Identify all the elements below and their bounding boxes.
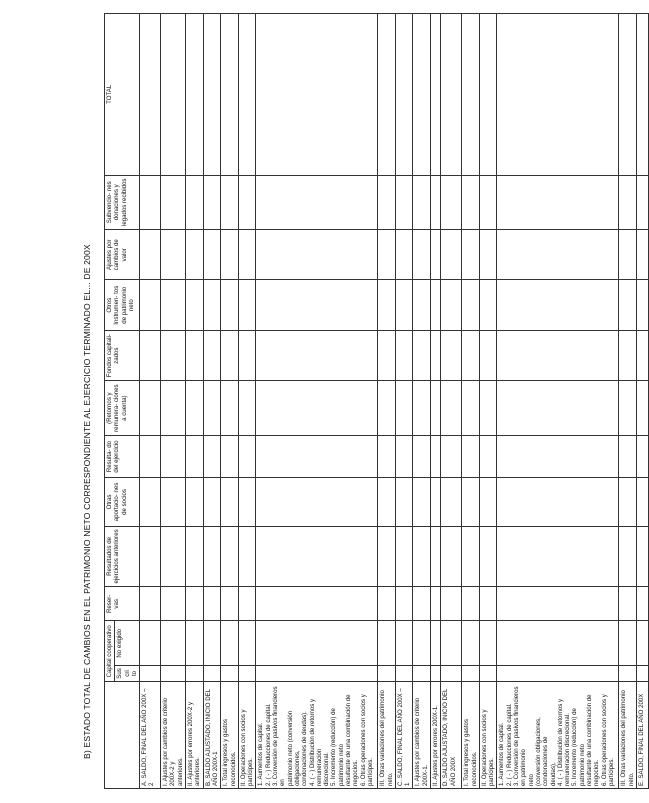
value-cell: [221, 665, 239, 681]
value-cell: [619, 280, 637, 330]
value-cell: [238, 526, 256, 587]
value-cell: [479, 478, 497, 526]
value-cell: [636, 14, 648, 176]
value-cell: [430, 526, 440, 587]
value-cell: [186, 330, 204, 380]
value-cell: [462, 14, 480, 176]
value-cell: [140, 280, 161, 330]
value-cell: [619, 175, 637, 229]
value-cell: [203, 478, 221, 526]
row-label-line: I. Total ingresos y gastos reconocidos.: [222, 719, 237, 786]
value-cell: [186, 435, 204, 477]
header-otros-instrumentos: Otros Instrumen- tos de patrimonio neto: [105, 280, 140, 330]
value-cell: [140, 330, 161, 380]
row-label: [636, 682, 648, 789]
value-cell: [619, 230, 637, 280]
table-row: [497, 14, 619, 789]
value-cell: [413, 587, 431, 621]
value-cell: [140, 478, 161, 526]
value-cell: [413, 621, 431, 665]
value-cell: [441, 175, 462, 229]
value-cell: [413, 330, 431, 380]
value-cell: [238, 435, 256, 477]
value-cell: [395, 435, 413, 477]
value-cell: [441, 14, 462, 176]
row-label-line: II. Ajustes por errores 200X-1.: [431, 705, 439, 786]
header-retornos: (Retornos y remunera- ciones a cuenta): [105, 381, 140, 435]
value-cell: [430, 14, 440, 176]
value-cell: [430, 435, 440, 477]
value-cell: [636, 330, 648, 380]
header-ajustes-valor: Ajustes por cambios de valor: [105, 230, 140, 280]
value-cell: [619, 435, 637, 477]
row-label-line: C. SALDO, FINAL DEL AÑO 200X – 1: [396, 688, 412, 786]
value-cell: [395, 621, 413, 665]
value-cell: [395, 381, 413, 435]
value-cell: [221, 621, 239, 665]
value-cell: [430, 587, 440, 621]
value-cell: [479, 230, 497, 280]
value-cell: [238, 621, 256, 665]
value-cell: [378, 435, 396, 477]
value-cell: [441, 230, 462, 280]
row-label-line: 4. ( - ) Distribución de retornos y remuneración: [308, 698, 323, 786]
value-cell: [238, 14, 256, 176]
value-cell: [441, 381, 462, 435]
header-subvenciones: Subvencio- nes donaciones y legados recibidos: [105, 175, 140, 229]
header-resultado-ejercicio: Resulta- do del ejercicio: [105, 435, 140, 477]
row-label-line: III. Otras variaciones del patrimonio neto.: [379, 690, 394, 786]
value-cell: [497, 587, 619, 621]
value-cell: [462, 230, 480, 280]
value-cell: [140, 230, 161, 280]
equity-changes-table: [104, 13, 649, 789]
table-row: [140, 14, 161, 789]
value-cell: [161, 665, 186, 681]
value-cell: [413, 665, 431, 681]
row-label: [479, 682, 497, 789]
table-row: [441, 14, 462, 789]
row-label: [221, 682, 239, 789]
table-row: [395, 14, 413, 789]
row-label-line: (conversión obligaciones, condonaciones de: [534, 717, 550, 786]
value-cell: [462, 330, 480, 380]
page-title: B) ESTADO TOTAL DE CAMBIOS EN EL PATRIMONIO NETO CORRESPONDIENTE AL EJERCICIO TERMINADO EL... DE 200X: [82, 244, 92, 759]
header-resultados-anteriores: Resultados de ejercicios anteriores: [105, 526, 140, 587]
value-cell: [479, 587, 497, 621]
value-cell: [497, 330, 619, 380]
value-cell: [256, 435, 378, 477]
value-cell: [497, 526, 619, 587]
value-cell: [395, 478, 413, 526]
header-capital-cooperativo: Capital cooperativo: [105, 621, 115, 682]
value-cell: [441, 665, 462, 681]
value-cell: [497, 230, 619, 280]
value-cell: [497, 14, 619, 176]
value-cell: [636, 381, 648, 435]
header-fondos-capitalizados: Fondos capitali- zados: [105, 330, 140, 380]
value-cell: [203, 435, 221, 477]
value-cell: [430, 175, 440, 229]
value-cell: [203, 280, 221, 330]
value-cell: [619, 621, 637, 665]
value-cell: [186, 230, 204, 280]
value-cell: [430, 665, 440, 681]
value-cell: [619, 526, 637, 587]
value-cell: [256, 587, 378, 621]
row-label-line: patrimonio neto (conversión obligaciones,: [286, 710, 301, 786]
value-cell: [161, 526, 186, 587]
value-cell: [462, 665, 480, 681]
header-total: TOTAL: [105, 14, 140, 176]
value-cell: [395, 330, 413, 380]
value-cell: [462, 478, 480, 526]
row-label-line: 1. Aumentos de capital.: [257, 722, 265, 786]
row-label-line: D. SALDO AJUSTADO, INICIO DEL AÑO 200X: [442, 688, 457, 786]
value-cell: [441, 478, 462, 526]
value-cell: [221, 175, 239, 229]
header-reservas: Reser- vas: [105, 587, 140, 621]
value-cell: [413, 478, 431, 526]
value-cell: [140, 526, 161, 587]
value-cell: [479, 435, 497, 477]
value-cell: [140, 14, 161, 176]
value-cell: [161, 435, 186, 477]
value-cell: [430, 478, 440, 526]
value-cell: [479, 330, 497, 380]
value-cell: [221, 435, 239, 477]
value-cell: [497, 478, 619, 526]
row-label-line: I. Ajustes por cambios de criterio 200X-2 y: [162, 697, 177, 786]
value-cell: [413, 280, 431, 330]
value-cell: [378, 526, 396, 587]
row-label-line: anteriores.: [176, 757, 184, 786]
value-cell: [186, 621, 204, 665]
value-cell: [140, 435, 161, 477]
value-cell: [161, 280, 186, 330]
value-cell: [479, 280, 497, 330]
value-cell: [161, 478, 186, 526]
row-label-line: II. Ajustes por errores 200X-2 y anteriores.: [187, 702, 202, 786]
value-cell: [430, 230, 440, 280]
value-cell: [221, 230, 239, 280]
value-cell: [479, 526, 497, 587]
value-cell: [413, 230, 431, 280]
row-label: [256, 682, 378, 789]
value-cell: [413, 175, 431, 229]
table-row: [413, 14, 431, 789]
row-label: [238, 682, 256, 789]
value-cell: [619, 381, 637, 435]
value-cell: [221, 526, 239, 587]
value-cell: [186, 478, 204, 526]
value-cell: [140, 381, 161, 435]
value-cell: [203, 230, 221, 280]
value-cell: [378, 621, 396, 665]
table-row: [238, 14, 256, 789]
value-cell: [256, 230, 378, 280]
value-cell: [619, 665, 637, 681]
row-label-line: 4. ( - ) Distribución de retornos y: [556, 698, 564, 786]
value-cell: [203, 587, 221, 621]
value-cell: [221, 381, 239, 435]
value-cell: [413, 435, 431, 477]
value-cell: [497, 175, 619, 229]
value-cell: [462, 621, 480, 665]
value-cell: [430, 621, 440, 665]
value-cell: [161, 621, 186, 665]
value-cell: [497, 621, 619, 665]
value-cell: [238, 175, 256, 229]
row-label-line: resultante de una combinación de negocios.: [586, 694, 601, 786]
value-cell: [413, 526, 431, 587]
value-cell: [413, 14, 431, 176]
value-cell: [497, 435, 619, 477]
value-cell: [256, 330, 378, 380]
table-row: [619, 14, 637, 789]
value-cell: [378, 665, 396, 681]
row-label-line: II. Operaciones con socios y partícipes.: [239, 709, 255, 786]
value-cell: [203, 330, 221, 380]
table-row: [430, 14, 440, 789]
row-label-line: remuneración discrecional.: [564, 713, 572, 786]
row-label-line: resultante de una combinación de negocios.: [345, 694, 360, 786]
value-cell: [238, 330, 256, 380]
row-label-line: A. SALDO, FINAL DEL AÑO 200X – 2: [141, 688, 156, 786]
value-cell: [238, 230, 256, 280]
value-cell: [395, 14, 413, 176]
value-cell: [256, 381, 378, 435]
value-cell: [161, 381, 186, 435]
row-label: [161, 682, 186, 789]
value-cell: [636, 587, 648, 621]
value-cell: [636, 621, 648, 665]
value-cell: [238, 587, 256, 621]
row-label-line: I. Total ingresos y gastos reconocidos.: [463, 719, 478, 786]
value-cell: [395, 280, 413, 330]
value-cell: [497, 381, 619, 435]
table-row: [221, 14, 239, 789]
row-label: [619, 682, 637, 789]
value-cell: [636, 230, 648, 280]
value-cell: [378, 14, 396, 176]
row-label-line: 2. ( - ) Reducciones de capital.: [264, 703, 272, 786]
value-cell: [221, 280, 239, 330]
row-label-line: discrecional.: [323, 752, 331, 786]
value-cell: [378, 330, 396, 380]
value-cell: [186, 665, 204, 681]
row-label: [430, 682, 440, 789]
value-cell: [203, 526, 221, 587]
value-cell: [238, 381, 256, 435]
value-cell: [441, 621, 462, 665]
value-cell: [256, 175, 378, 229]
value-cell: [462, 175, 480, 229]
value-cell: [636, 526, 648, 587]
value-cell: [256, 14, 378, 176]
value-cell: [619, 330, 637, 380]
value-cell: [161, 230, 186, 280]
value-cell: [441, 435, 462, 477]
row-label: [140, 682, 161, 789]
value-cell: [479, 175, 497, 229]
value-cell: [238, 280, 256, 330]
table-row: [378, 14, 396, 789]
value-cell: [462, 435, 480, 477]
value-cell: [140, 665, 161, 681]
value-cell: [441, 526, 462, 587]
header-capital-no-exigido: No exigido: [115, 621, 140, 665]
value-cell: [441, 330, 462, 380]
value-cell: [203, 381, 221, 435]
value-cell: [619, 587, 637, 621]
value-cell: [221, 478, 239, 526]
row-label-line: E. SALDO, FINAL DEL AÑO 200X: [637, 693, 645, 786]
value-cell: [462, 280, 480, 330]
value-cell: [619, 478, 637, 526]
table-row: [203, 14, 221, 789]
row-label-line: condonaciones de deudas).: [301, 711, 309, 786]
value-cell: [462, 381, 480, 435]
value-cell: [378, 381, 396, 435]
value-cell: [430, 330, 440, 380]
row-label: [462, 682, 480, 789]
row-label-line: II. Operaciones con socios y partícipes.: [480, 709, 496, 786]
row-label-line: 6. Otras operaciones con socios y partícipes.: [359, 694, 374, 786]
row-label-line: 5. Incremento (reducción) de patrimonio neto: [330, 708, 345, 786]
value-cell: [378, 280, 396, 330]
row-label-line: neto: [527, 774, 535, 786]
value-cell: [221, 14, 239, 176]
value-cell: [221, 587, 239, 621]
value-cell: [619, 14, 637, 176]
value-cell: [203, 175, 221, 229]
value-cell: [441, 280, 462, 330]
row-label-line: I. Ajustes por cambios de criterio 200X-1.: [414, 697, 429, 786]
value-cell: [395, 526, 413, 587]
value-cell: [186, 381, 204, 435]
value-cell: [186, 587, 204, 621]
row-label: [203, 682, 221, 789]
value-cell: [479, 665, 497, 681]
value-cell: [186, 280, 204, 330]
value-cell: [256, 280, 378, 330]
row-label: [186, 682, 204, 789]
value-cell: [462, 587, 480, 621]
value-cell: [413, 381, 431, 435]
row-label: [395, 682, 413, 789]
value-cell: [395, 175, 413, 229]
value-cell: [430, 381, 440, 435]
row-label-line: 3. Conversión de pasivos financieros en patrimonio: [513, 686, 528, 786]
row-label: [441, 682, 462, 789]
value-cell: [203, 665, 221, 681]
value-cell: [378, 478, 396, 526]
value-cell: [186, 175, 204, 229]
value-cell: [395, 587, 413, 621]
table-row: [462, 14, 480, 789]
value-cell: [636, 435, 648, 477]
row-label-line: deudas).: [549, 762, 557, 786]
value-cell: [256, 526, 378, 587]
value-cell: [636, 280, 648, 330]
row-label-line: B. SALDO AJUSTADO, INICIO DEL AÑO 200X-1: [204, 689, 219, 786]
value-cell: [186, 14, 204, 176]
row-label: [413, 682, 431, 789]
value-cell: [238, 665, 256, 681]
value-cell: [378, 587, 396, 621]
value-cell: [238, 478, 256, 526]
table-body: [140, 14, 649, 789]
value-cell: [395, 230, 413, 280]
value-cell: [636, 175, 648, 229]
value-cell: [140, 587, 161, 621]
row-label-line: 5. Incremento (reducción) de patrimonio neto: [571, 708, 586, 786]
value-cell: [140, 621, 161, 665]
row-label-line: 3. Conversión de pasivos financieros en: [272, 686, 287, 786]
value-cell: [186, 526, 204, 587]
value-cell: [161, 14, 186, 176]
value-cell: [479, 381, 497, 435]
row-label: [378, 682, 396, 789]
value-cell: [161, 587, 186, 621]
row-label-line: 1. Aumentos de capital.: [498, 722, 506, 786]
value-cell: [256, 478, 378, 526]
rotated-landscape-sheet: [82, 13, 645, 789]
value-cell: [462, 526, 480, 587]
value-cell: [140, 175, 161, 229]
value-cell: [479, 14, 497, 176]
value-cell: [161, 175, 186, 229]
table-row: [479, 14, 497, 789]
table-row: [256, 14, 378, 789]
row-label-line: 6. Otras operaciones con socios y partícipes.: [600, 694, 615, 786]
value-cell: [378, 230, 396, 280]
value-cell: [441, 587, 462, 621]
value-cell: [203, 14, 221, 176]
table-row: [161, 14, 186, 789]
value-cell: [636, 478, 648, 526]
value-cell: [161, 330, 186, 380]
table-row: [186, 14, 204, 789]
row-label-line: III. Otras variaciones del patrimonio neto.: [620, 690, 635, 786]
value-cell: [256, 665, 378, 681]
value-cell: [395, 665, 413, 681]
header-capital-suscrito: Sus cri to: [115, 665, 140, 681]
value-cell: [378, 175, 396, 229]
value-cell: [479, 621, 497, 665]
value-cell: [203, 621, 221, 665]
row-label-line: 2. ( - ) Reducciones de capital.: [505, 703, 513, 786]
value-cell: [430, 280, 440, 330]
header-otras-aportaciones: Otras aportacio- nes de socios: [105, 478, 140, 526]
header-row-1: [105, 14, 115, 789]
row-label-header: [105, 682, 140, 789]
value-cell: [636, 665, 648, 681]
value-cell: [497, 665, 619, 681]
table-row: [636, 14, 648, 789]
row-label: [497, 682, 619, 789]
value-cell: [497, 280, 619, 330]
value-cell: [221, 330, 239, 380]
value-cell: [256, 621, 378, 665]
